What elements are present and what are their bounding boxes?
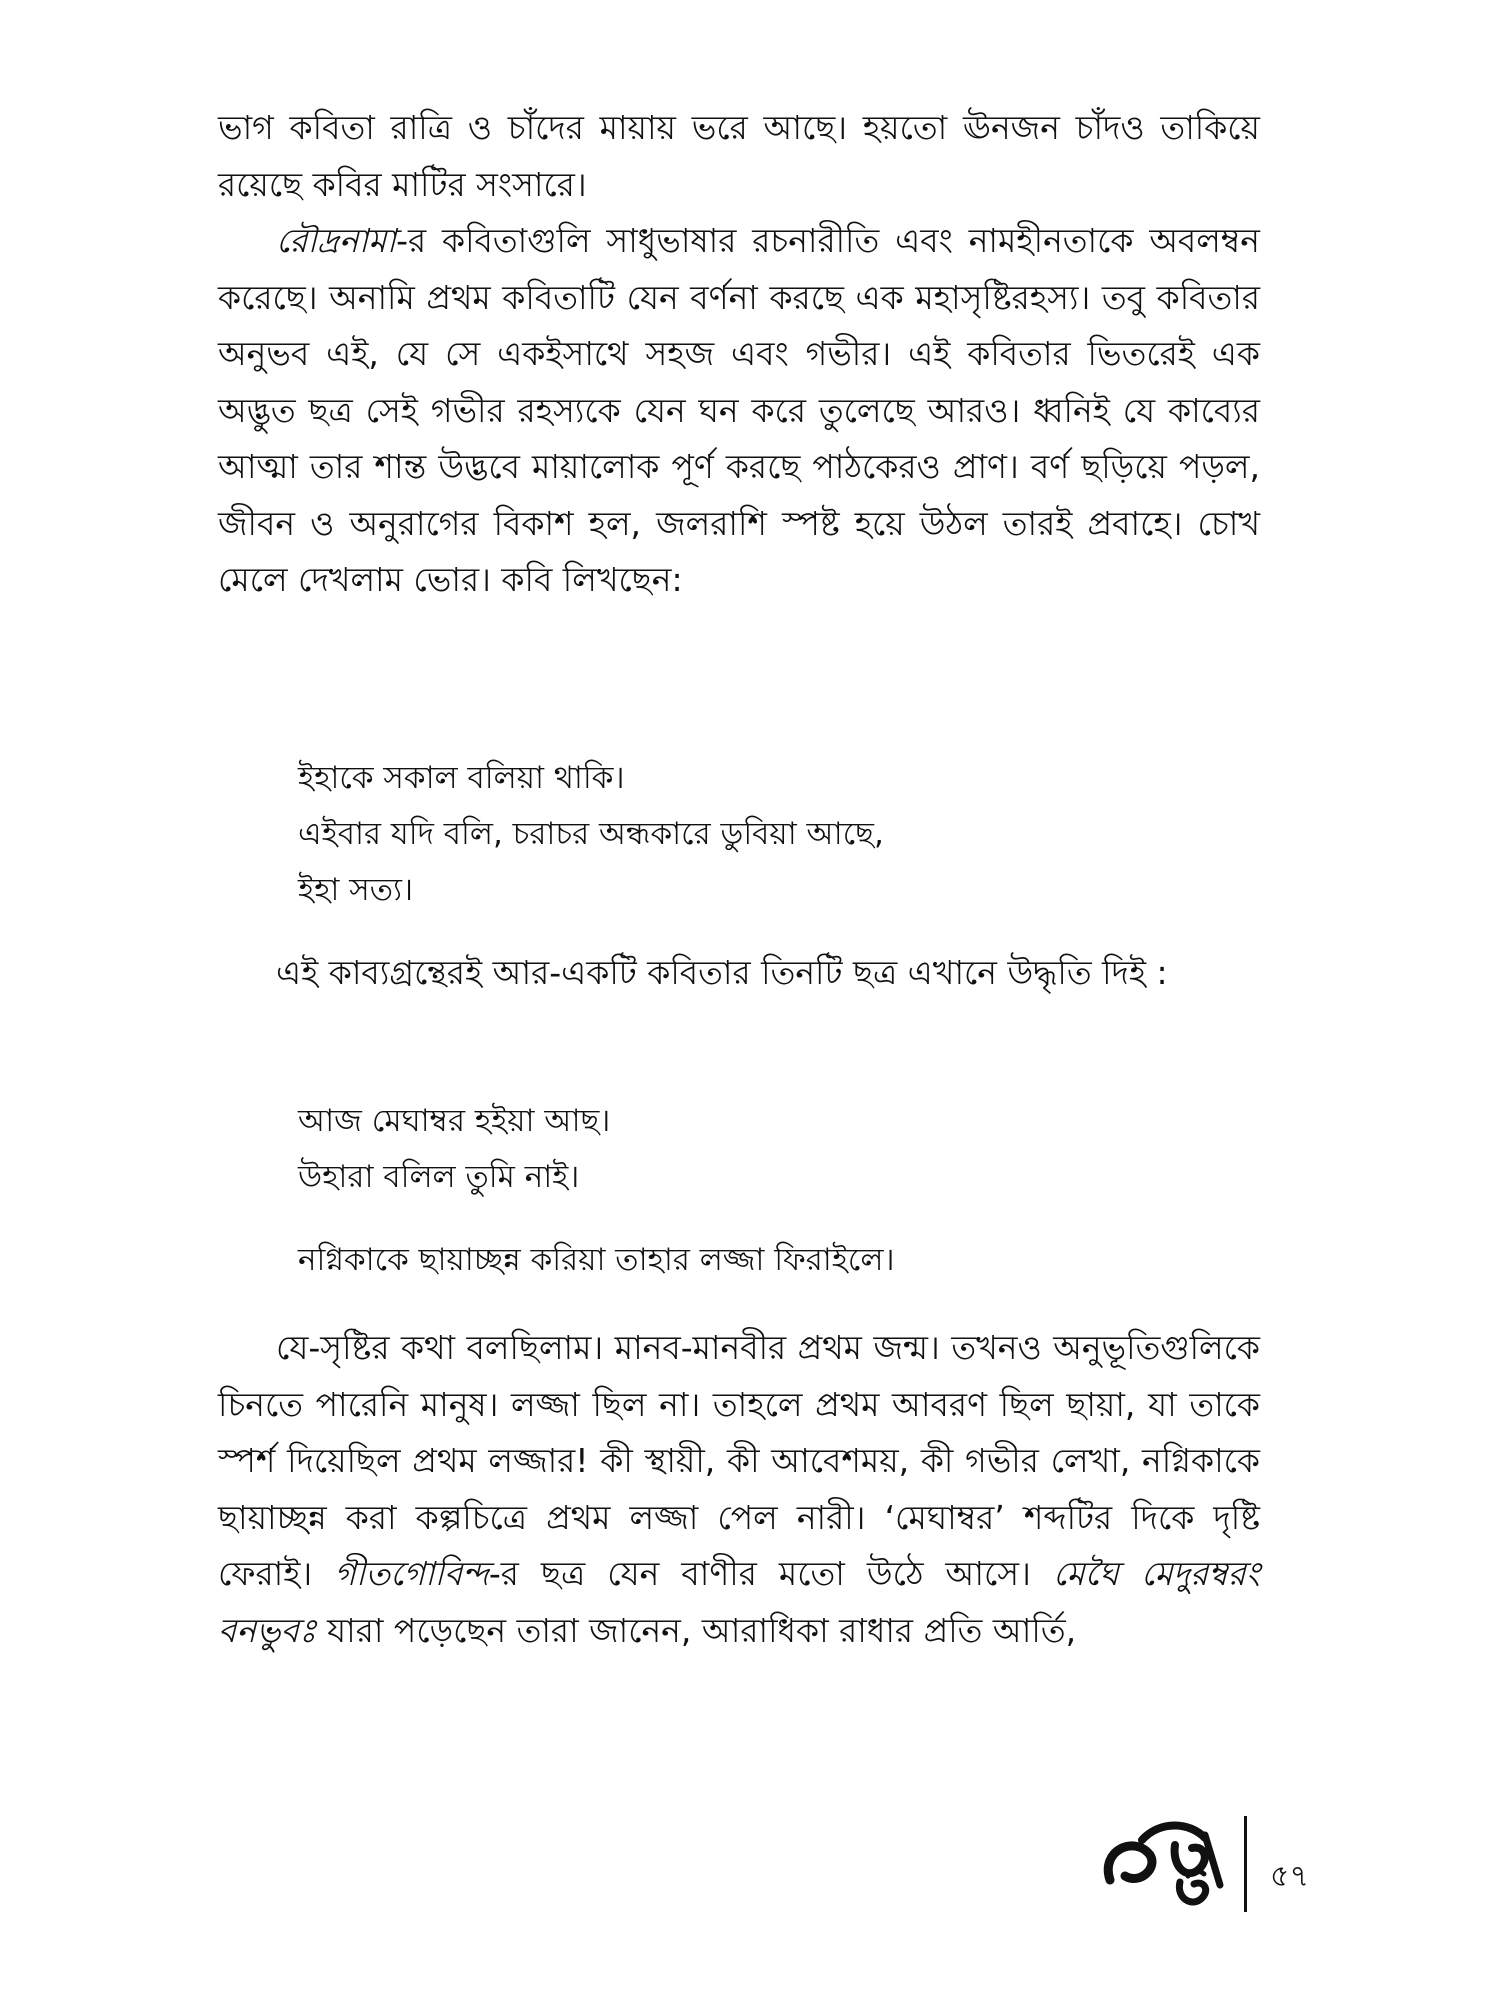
poem-quote-3 — [298, 1232, 1238, 1288]
paragraph-1-text: ভাগ কবিতা রাত্রি ও চাঁদের মায়ায় ভরে আছে। হয়তো ঊনজন চাঁদও তাকিয়ে রয়েছে কবির মাটির সংসারে। — [218, 108, 1260, 204]
footer-divider — [1244, 1816, 1247, 1912]
paragraph-4 — [218, 1320, 1260, 1659]
sanskrit-quote: মেঘৈ মেদুরম্বরং বনভুবঃ — [218, 1554, 1260, 1650]
poem-line: নগ্নিকাকে ছায়াচ্ছন্ন করিয়া তাহার লজ্জা ফিরাইলে। — [298, 1242, 895, 1278]
poem-line: উহারা বলিল তুমি নাই। — [298, 1159, 580, 1195]
paragraph-4-text-a: যে-সৃষ্টির কথা বলছিলাম। মানব-মানবীর প্রথম জন্ম। তখনও অনুভূতিগুলিকে চিনতে পারেনি মানুষ। লজ্জা ছিল না। তাহলে প্রথম আবরণ ছিল ছায়া, যা তাকে স্পর্শ দিয়েছিল প্রথম লজ্জার! কী স্থায়ী, কী আবেশময়, কী গভীর লেখা, নগ্নিকাকে ছায়াচ্ছন্ন করা কল্পচিত্রে প্রথম লজ্জা পেল নারী। ‘মেঘাম্বর’ শব্দটির দিকে দৃষ্টি ফেরাই। — [218, 1328, 1260, 1593]
paragraph-2-text: -র কবিতাগুলি সাধুভাষার রচনারীতি এবং নামহীনতাকে অবলম্বন করেছে। অনামি প্রথম কবিতাটি যেন বর্ণনা করছে এক মহাসৃষ্টিরহস্য। তবু কবিতার অনুভব এই, যে সে একইসাথে সহজ এবং গভীর। এই কবিতার ভিতরেই এক অদ্ভুত ছত্র সেই গভীর রহস্যকে যেন ঘন করে তুলেছে আরও। ধ্বনিই যে কাব্যের আত্মা তার শান্ত উদ্ভবে মায়ালোক পূর্ণ করছে পাঠকেরও প্রাণ। বর্ণ ছড়িয়ে পড়ল, জীবন ও অনুরাগের বিকাশ হল, জলরাশি স্পষ্ট হয়ে উঠল তারই প্রবাহে। চোখ মেলে দেখলাম ভোর। কবি লিখছেন: — [218, 221, 1260, 599]
paragraph-3-text: এই কাব্যগ্রন্থেরই আর-একটি কবিতার তিনটি ছত্র এখানে উদ্ধৃতি দিই : — [276, 953, 1168, 992]
paragraph-4-text-b: -র ছত্র যেন বাণীর মতো উঠে আসে। — [488, 1554, 1031, 1593]
poem-line: ইহাকে সকাল বলিয়া থাকি। — [298, 760, 625, 796]
paragraph-3 — [218, 945, 1260, 1002]
poem-line: ইহা সত্য। — [298, 872, 414, 908]
poem-quote-2 — [298, 1093, 1238, 1205]
book-title-raudranama: রৌদ্রনামা — [276, 221, 397, 260]
paragraph-2 — [218, 213, 1260, 609]
page-number: ৫৭ — [1270, 1859, 1309, 1894]
paragraph-1 — [218, 100, 1260, 213]
poem-line: এইবার যদি বলি, চরাচর অন্ধকারে ডুবিয়া আছে, — [298, 816, 884, 852]
poem-line: আজ মেঘাম্বর হইয়া আছ। — [298, 1103, 611, 1139]
paragraph-4-text-c: যারা পড়েছেন তারা জানেন, আরাধিকা রাধার প্রতি আর্তি, — [327, 1610, 1077, 1650]
book-title-gitagovinda: গীতগোবিন্দ — [334, 1554, 489, 1593]
bangla-boi-logo-icon — [1080, 1810, 1240, 1915]
poem-quote-1 — [298, 750, 1238, 918]
page-footer — [1080, 1810, 1309, 1920]
